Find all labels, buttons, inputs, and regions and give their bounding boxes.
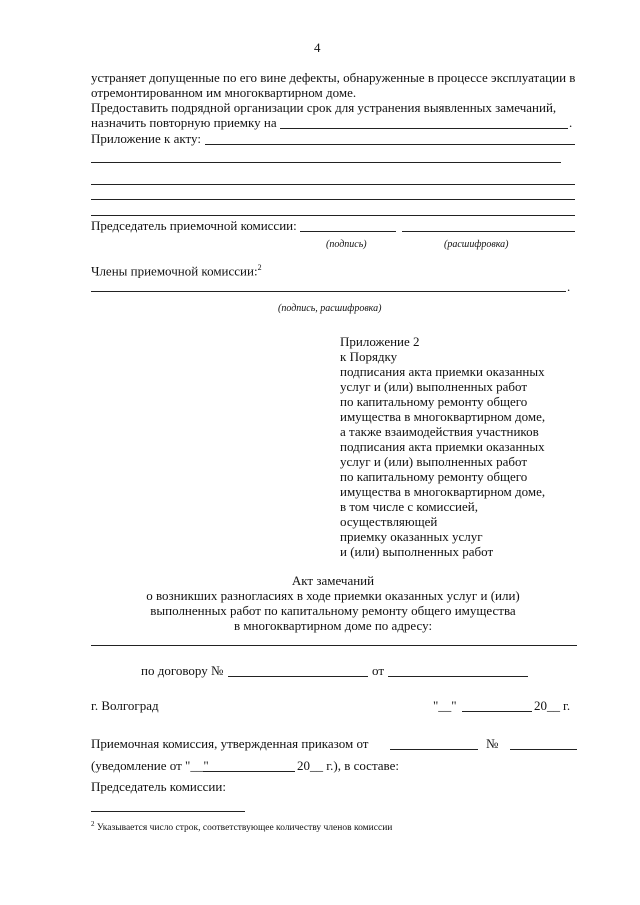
order-number-field[interactable] [510, 749, 577, 750]
act-title-line-4: в многоквартирном доме по адресу: [233, 618, 433, 633]
notice-text-2: 20__ г.), в составе: [297, 758, 400, 773]
commission-text: Приемочная комиссия, утвержденная приказом от [91, 736, 369, 751]
paragraph-2-line-1: Предоставить подрядной организации срок для устранения выявленных замечаний, [91, 100, 557, 115]
contract-number-field[interactable] [228, 676, 368, 677]
attachment-line-4[interactable] [91, 199, 575, 200]
appendix-2-line: к Порядку [340, 349, 398, 364]
reacceptance-date-field[interactable] [280, 128, 568, 129]
appendix-2-line: имущества в многоквартирном доме, [340, 409, 546, 424]
date-year-suffix: г. [563, 698, 571, 713]
members-signature-field[interactable] [91, 291, 566, 292]
attachment-line-1[interactable] [205, 144, 575, 145]
address-field[interactable] [91, 645, 577, 646]
act-title-line-1: Акт замечаний [291, 573, 375, 588]
appendix-2-line: услуг и (или) выполненных работ [340, 379, 528, 394]
footnote-text: Указывается число строк, соответствующее количеству членов комиссии [96, 823, 393, 834]
date-year: 20__ [534, 698, 560, 713]
contract-from-label: от [372, 663, 385, 678]
appendix-2-line: подписания акта приемки оказанных [340, 364, 545, 379]
act-title-line-2: о возникших разногласиях в ходе приемки оказанных услуг и (или) [146, 588, 520, 603]
members-line-end: . [567, 279, 571, 294]
appendix-2-line: приемку оказанных услуг [340, 529, 483, 544]
footnote [91, 820, 392, 833]
notice-text-1: (уведомление от "__" [91, 758, 209, 773]
chairman-decode-field[interactable] [402, 231, 575, 232]
members-caption: (подпись, расшифровка) [278, 303, 382, 314]
members-label: Члены приемочной комиссии:$^2$ [91, 263, 262, 279]
page-number: 4 [314, 40, 321, 55]
appendix-2-line: услуг и (или) выполненных работ [340, 454, 528, 469]
chairman-signature-field[interactable] [300, 231, 396, 232]
paragraph-2-line-2: назначить повторную приемку на [91, 115, 277, 130]
appendix-2-line: осуществляющей [340, 514, 438, 529]
members-footnote-mark: 2 [257, 263, 262, 272]
appendix-2-line: Приложение 2 [340, 334, 420, 349]
paragraph-1-line-2: отремонтированном им многоквартирном доме. [91, 85, 357, 100]
chairman-2-label: Председатель комиссии: [91, 779, 226, 794]
appendix-2-line: по капитальному ремонту общего [340, 469, 528, 484]
appendix-2-line: по капитальному ремонту общего [340, 394, 528, 409]
order-date-field[interactable] [390, 749, 478, 750]
date-day: "__" [433, 698, 457, 713]
contract-label: по договору № [141, 663, 224, 678]
contract-date-field[interactable] [388, 676, 528, 677]
appendix-2-line: а также взаимодействия участников [340, 424, 539, 439]
paragraph-1-line-1: устраняет допущенные по его вине дефекты, обнаруженные в процессе эксплуатации в [91, 70, 576, 85]
footnote-mark: 2 [91, 820, 95, 828]
footnote-separator [91, 811, 245, 812]
city: г. Волгоград [91, 698, 159, 713]
act-title-line-3: выполненных работ по капитальному ремонту общего имущества [150, 603, 516, 618]
decode-caption: (расшифровка) [444, 239, 509, 250]
appendix-2-line: в том числе с комиссией, [340, 499, 478, 514]
order-number-sign: № [486, 736, 499, 751]
appendix-2-line: подписания акта приемки оказанных [340, 439, 545, 454]
attachment-line-2[interactable] [91, 162, 561, 163]
attachment-label: Приложение к акту: [91, 131, 201, 146]
appendix-2-line: и (или) выполненных работ [340, 544, 494, 559]
appendix-2-line: имущества в многоквартирном доме, [340, 484, 546, 499]
attachment-line-3[interactable] [91, 184, 575, 185]
chairman-label: Председатель приемочной комиссии: [91, 218, 297, 233]
attachment-line-5[interactable] [91, 215, 575, 216]
appendix-2-block [340, 334, 545, 559]
paragraph-2-end: . [569, 115, 573, 130]
notice-month-field[interactable] [203, 771, 295, 772]
date-month-field[interactable] [462, 711, 532, 712]
signature-caption: (подпись) [326, 239, 367, 250]
